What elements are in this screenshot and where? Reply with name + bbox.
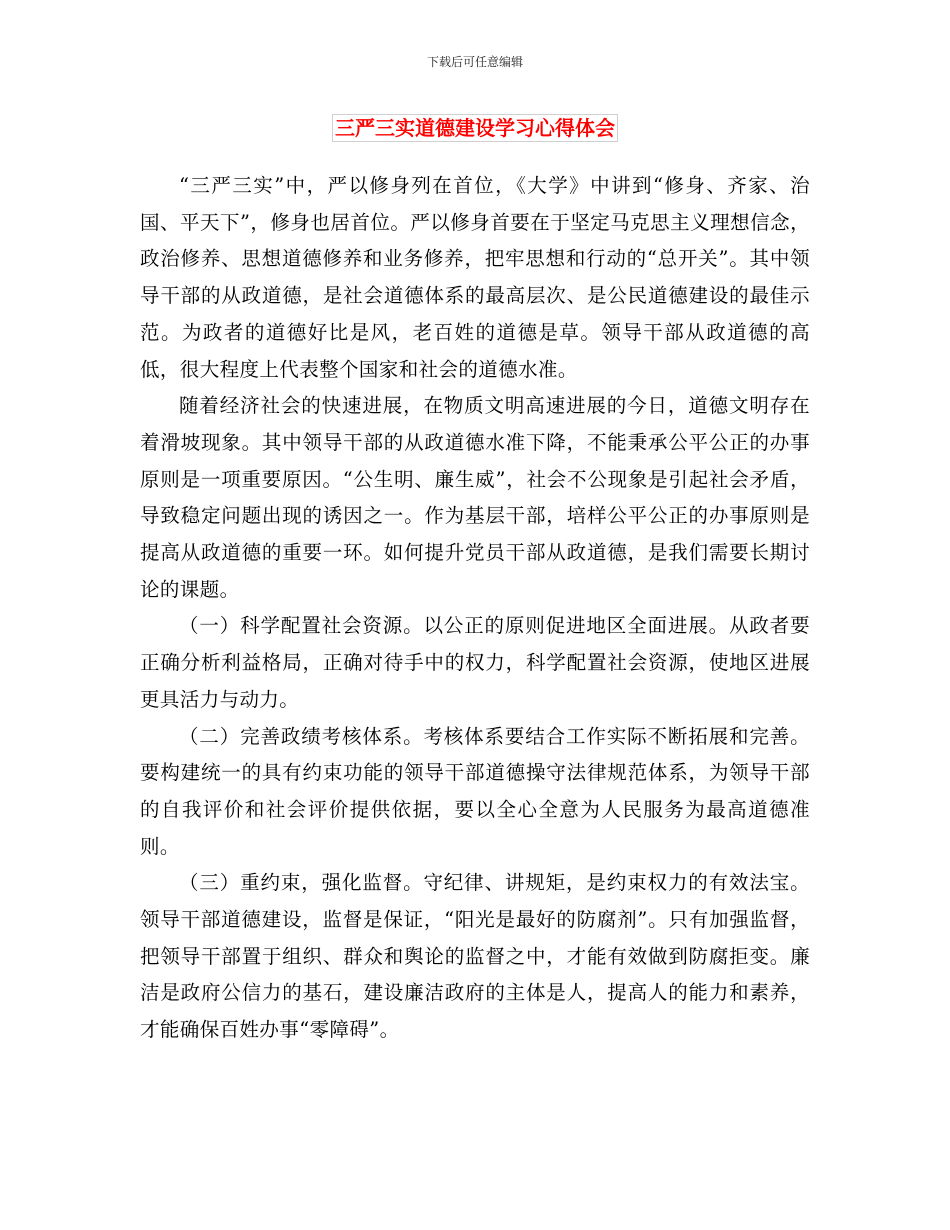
paragraph-2: 随着经济社会的快速进展，在物质文明高速进展的今日，道德文明存在着滑坡现象。其中领导干部的从政道德水准下降，不能秉承公平公正的办事原则是一项重要原因。“公生明、廉生威”，社会不公现象是引起社会矛盾，导致稳定问题出现的诱因之一。作为基层干部，培样公平公正的办事原则是提高从政道德的重要一环。如何提升党员干部从政道德，是我们需要长期讨论的课题。 (140, 394, 810, 601)
paragraph-3: （一）科学配置社会资源。以公正的原则促进地区全面进展。从政者要正确分析利益格局，正确对待手中的权力，科学配置社会资源，使地区进展更具活力与动力。 (140, 614, 810, 711)
title-container (0, 114, 950, 142)
paragraph-4: （二）完善政绩考核体系。考核体系要结合工作实际不断拓展和完善。要构建统一的具有约束功能的领导干部道德操守法律规范体系，为领导干部的自我评价和社会评价提供依据，要以全心全意为人民服务为最高道德准则。 (140, 724, 810, 858)
header-note: 下载后可任意编辑 (426, 55, 523, 69)
document-title: 三严三实道德建设学习心得体会 (332, 114, 618, 142)
paragraph-1: “三严三实”中，严以修身列在首位，《大学》中讲到“修身、齐家、治国、平天下”，修身也居首位。严以修身首要在于坚定马克思主义理想信念，政治修养、思想道德修养和业务修养，把牢思想和行动的“总开关”。其中领导干部的从政道德，是社会道德体系的最高层次、是公民道德建设的最佳示范。为政者的道德好比是风，老百姓的道德是草。领导干部从政道德的高低，很大程度上代表整个国家和社会的道德水准。 (140, 174, 810, 381)
paragraph-5: （三）重约束，强化监督。守纪律、讲规矩，是约束权力的有效法宝。领导干部道德建设，监督是保证，“阳光是最好的防腐剂”。只有加强监督，把领导干部置于组织、群众和舆论的监督之中，才能有效做到防腐拒变。廉洁是政府公信力的基石，建设廉洁政府的主体是人，提高人的能力和素养，才能确保百姓办事“零障碍”。 (140, 871, 810, 1042)
document-body (140, 168, 810, 1049)
